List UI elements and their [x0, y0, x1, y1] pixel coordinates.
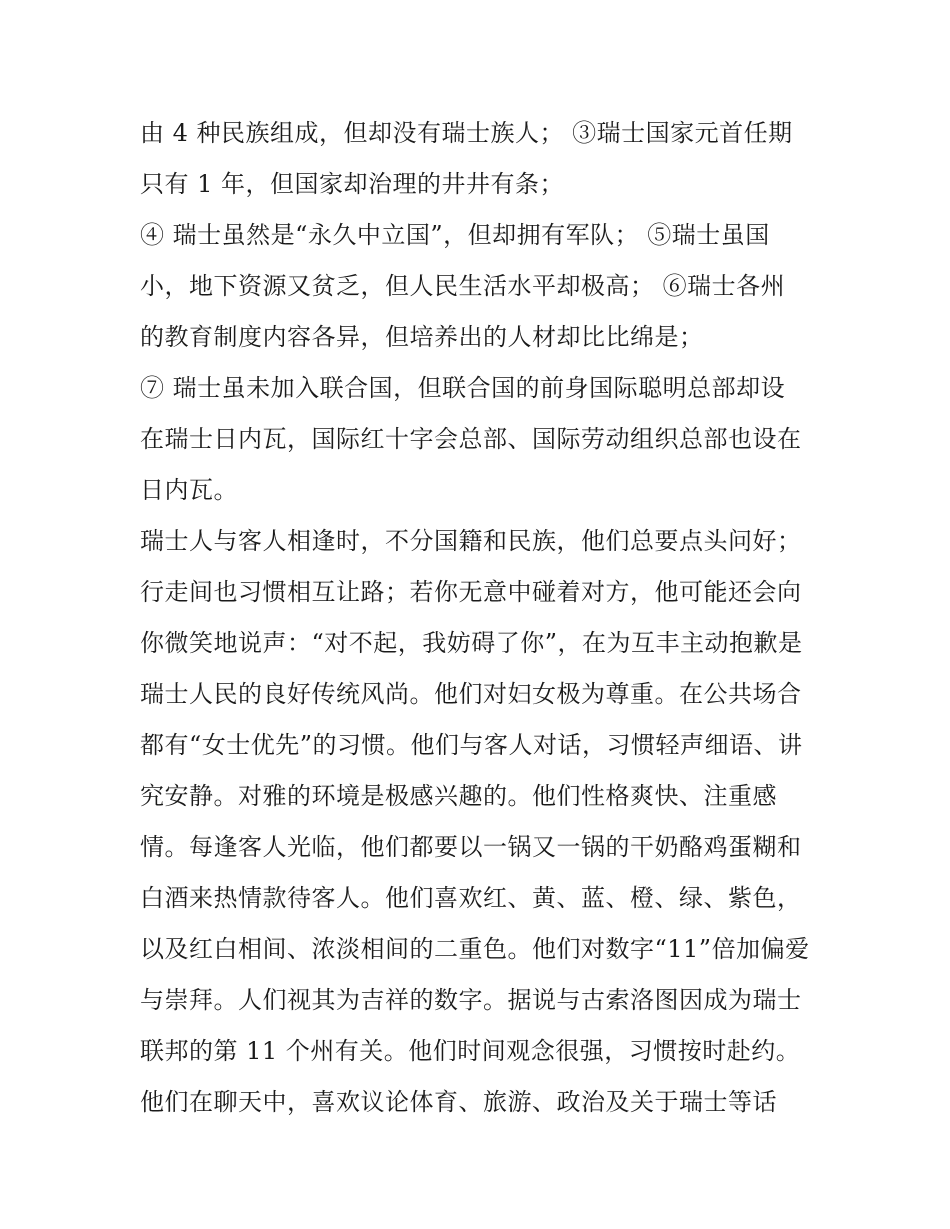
text-line: 联邦的第 11 个州有关。他们时间观念很强，习惯按时赴约。 — [140, 1037, 801, 1065]
text-line: 的教育制度内容各异，但培养出的人材却比比绵是； — [140, 323, 704, 351]
text-line: 你微笑地说声：“对不起，我妨碍了你”，在为互丰主动抱歉是 — [140, 629, 803, 657]
text-line: 与崇拜。人们视其为吉祥的数字。据说与古索洛图因成为瑞士 — [140, 986, 802, 1014]
text-line: 在瑞士日内瓦，国际红十字会总部、国际劳动组织总部也设在 — [140, 425, 802, 453]
text-line: 瑞士人民的良好传统风尚。他们对妇女极为尊重。在公共场合 — [140, 680, 802, 708]
text-line: 以及红白相间、浓淡相间的二重色。他们对数字“11”倍加偏爱 — [140, 935, 810, 963]
document-body — [140, 108, 830, 1128]
text-line: 瑞士人与客人相逢时，不分国籍和民族，他们总要点头问好； — [140, 527, 802, 555]
text-line: 日内瓦。 — [140, 476, 238, 504]
text-line: ④ 瑞士虽然是“永久中立国”，但却拥有军队； ⑤瑞士虽国 — [140, 221, 770, 249]
text-line: 都有“女士优先”的习惯。他们与客人对话，习惯轻声细语、讲 — [140, 731, 803, 759]
text-line: 小，地下资源又贫乏，但人民生活水平却极高； ⑥瑞士各州 — [140, 272, 786, 300]
text-line: 行走间也习惯相互让路；若你无意中碰着对方，他可能还会向 — [140, 578, 802, 606]
text-line: 白酒来热情款待客人。他们喜欢红、黄、蓝、橙、绿、紫色， — [140, 884, 802, 912]
text-line: 他们在聊天中，喜欢议论体育、旅游、政治及关于瑞士等话 — [140, 1088, 777, 1116]
text-line: 情。每逢客人光临，他们都要以一锅又一锅的干奶酪鸡蛋糊和 — [140, 833, 802, 861]
text-line: 由 4 种民族组成，但却没有瑞士族人； ③瑞士国家元首任期 — [140, 119, 793, 147]
text-line: 只有 1 年，但国家却治理的井井有条； — [140, 170, 565, 198]
text-line: 究安静。对雅的环境是极感兴趣的。他们性格爽快、注重感 — [140, 782, 777, 810]
text-line: ⑦ 瑞士虽未加入联合国，但联合国的前身国际聪明总部却设 — [140, 374, 786, 402]
